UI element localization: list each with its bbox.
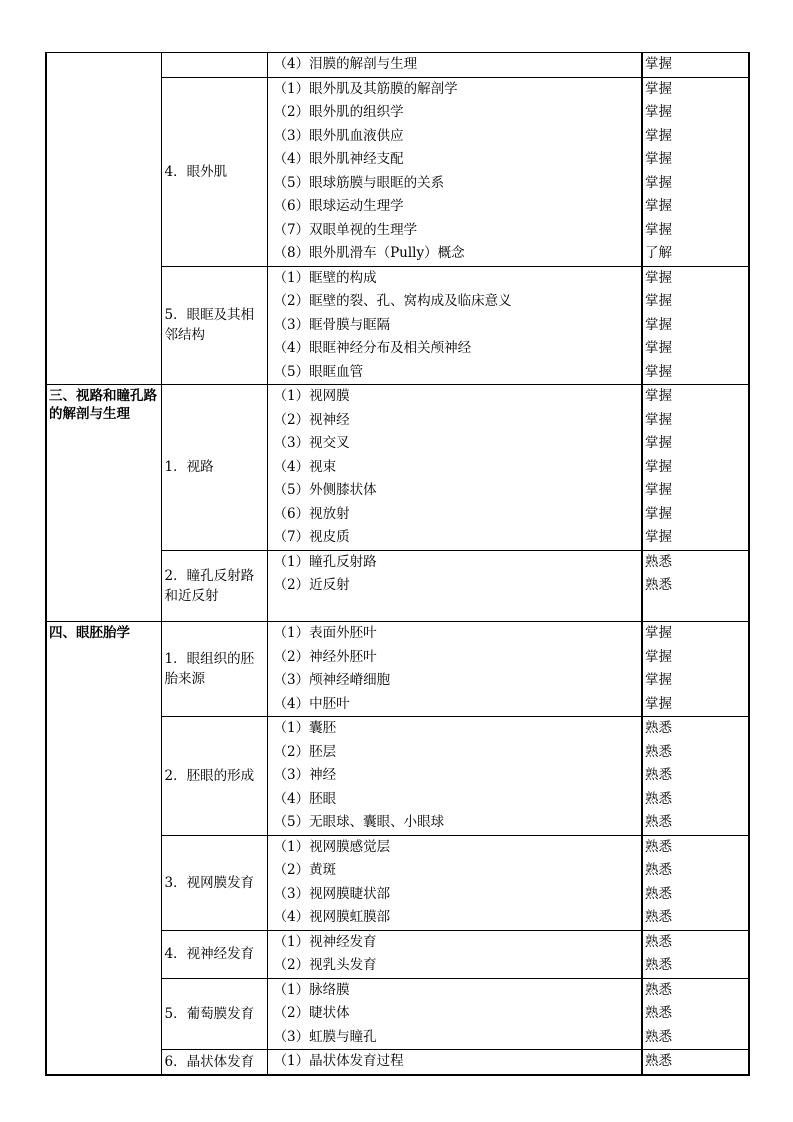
level-item: 掌握 <box>645 293 672 309</box>
subtopic-title: 6．晶状体发育 <box>161 1050 267 1075</box>
content-item: （1）眶壁的构成 <box>273 269 377 286</box>
content-item: （1）脉络膜 <box>273 981 350 998</box>
content-cell <box>267 835 642 930</box>
level-item: 掌握 <box>645 269 672 286</box>
level-cell <box>642 266 749 385</box>
content-item: （1）囊胚 <box>273 720 337 736</box>
content-cell <box>267 978 642 1050</box>
content-item: （1）晶状体发育过程 <box>273 1053 404 1069</box>
content-item: （4）眼外肌神经支配 <box>273 151 404 167</box>
table-row <box>46 385 749 551</box>
content-item: （7）视皮质 <box>273 529 350 545</box>
level-item: 了解 <box>645 245 672 261</box>
content-item: （4）胚眼 <box>273 790 337 807</box>
table-row <box>46 53 749 78</box>
level-item: 掌握 <box>645 435 672 451</box>
content-item: （4）视束 <box>273 458 337 475</box>
content-cell <box>267 385 642 551</box>
level-item: 熟悉 <box>645 767 672 783</box>
level-item: 熟悉 <box>645 720 672 736</box>
level-item: 掌握 <box>645 695 672 712</box>
content-item: （2）眼外肌的组织学 <box>273 104 404 120</box>
level-item: 掌握 <box>645 648 672 665</box>
table-row <box>46 622 749 717</box>
level-cell <box>642 978 749 1050</box>
content-cell <box>267 53 642 78</box>
level-cell <box>642 835 749 930</box>
subtopic-title: 1．眼组织的胚胎来源 <box>161 622 267 717</box>
level-item: 熟悉 <box>645 553 672 570</box>
level-item: 掌握 <box>645 388 672 404</box>
subtopic-title: 2．瞳孔反射路和近反射 <box>161 550 267 622</box>
level-item: 熟悉 <box>645 862 672 878</box>
level-item: 掌握 <box>645 529 672 545</box>
content-item: （2）胚层 <box>273 743 337 760</box>
content-cell <box>267 550 642 622</box>
content-item: （1）瞳孔反射路 <box>273 553 377 570</box>
content-cell <box>267 77 642 266</box>
subtopic-title: 5．葡萄膜发育 <box>161 978 267 1050</box>
subtopic-title: 4．视神经发育 <box>161 930 267 978</box>
content-item: （1）表面外胚叶 <box>273 625 377 641</box>
content-item: （3）视网膜睫状部 <box>273 885 391 902</box>
content-item: （3）眶骨膜与眶隔 <box>273 316 391 333</box>
content-item: （3）颅神经嵴细胞 <box>273 672 391 688</box>
content-item: （1）眼外肌及其筋膜的解剖学 <box>273 80 458 97</box>
level-item: 熟悉 <box>645 957 672 973</box>
content-cell <box>267 930 642 978</box>
content-item: （3）虹膜与瞳孔 <box>273 1028 377 1045</box>
level-item: 熟悉 <box>645 885 672 902</box>
content-item: （7）双眼单视的生理学 <box>273 221 418 238</box>
level-item: 掌握 <box>645 363 672 380</box>
content-item: （3）神经 <box>273 767 337 783</box>
level-cell <box>642 717 749 836</box>
syllabus-table <box>45 52 750 1076</box>
content-cell <box>267 622 642 717</box>
content-cell <box>267 717 642 836</box>
subtopic-title: 1．视路 <box>161 385 267 551</box>
content-item: （6）视放射 <box>273 505 350 522</box>
level-cell <box>642 622 749 717</box>
level-item: 掌握 <box>645 80 672 97</box>
level-item: 熟悉 <box>645 909 672 925</box>
subtopic-title: 4．眼外肌 <box>161 77 267 266</box>
content-item: （1）视神经发育 <box>273 933 377 950</box>
content-item: （4）中胚叶 <box>273 695 350 712</box>
content-item: （3）眼外肌血液供应 <box>273 127 404 144</box>
subtopic-title <box>161 53 267 78</box>
level-cell <box>642 77 749 266</box>
level-item: 掌握 <box>645 411 672 428</box>
content-item: （4）眼眶神经分布及相关颅神经 <box>273 340 472 356</box>
content-item: （4）视网膜虹膜部 <box>273 909 391 925</box>
content-cell <box>267 1050 642 1075</box>
level-item: 掌握 <box>645 672 672 688</box>
section-block <box>46 385 749 622</box>
content-item: （3）视交叉 <box>273 435 350 451</box>
section-block <box>46 53 749 385</box>
content-item: （2）近反射 <box>273 577 350 593</box>
subtopic-title: 5．眼眶及其相邻结构 <box>161 266 267 385</box>
content-item: （1）视网膜 <box>273 388 350 404</box>
level-item: 熟悉 <box>645 838 672 855</box>
section-block <box>46 622 749 1075</box>
content-item: （2）黄斑 <box>273 862 337 878</box>
level-item: 掌握 <box>645 174 672 191</box>
content-item: （6）眼球运动生理学 <box>273 198 404 214</box>
level-item: 掌握 <box>645 198 672 214</box>
level-item: 掌握 <box>645 56 672 72</box>
level-item: 熟悉 <box>645 933 672 950</box>
level-item: 熟悉 <box>645 790 672 807</box>
content-item: （8）眼外肌滑车（Pully）概念 <box>273 245 465 261</box>
level-item: 熟悉 <box>645 743 672 760</box>
level-item <box>645 598 748 622</box>
content-item: （2）睫状体 <box>273 1005 350 1021</box>
level-item: 熟悉 <box>645 814 672 830</box>
level-item: 掌握 <box>645 625 672 641</box>
section-title: 四、眼胚胎学 <box>46 622 161 1075</box>
level-item: 熟悉 <box>645 1028 672 1045</box>
content-item: （2）神经外胚叶 <box>273 648 377 665</box>
level-item: 掌握 <box>645 221 672 238</box>
level-item: 掌握 <box>645 151 672 167</box>
level-item: 掌握 <box>645 458 672 475</box>
level-item: 熟悉 <box>645 1053 672 1069</box>
level-cell <box>642 930 749 978</box>
level-item: 掌握 <box>645 340 672 356</box>
content-item: （2）视乳头发育 <box>273 957 377 973</box>
level-item: 掌握 <box>645 482 672 498</box>
content-item: （4）泪膜的解剖与生理 <box>273 56 418 72</box>
content-item: （2）视神经 <box>273 411 350 428</box>
subtopic-title: 2．胚眼的形成 <box>161 717 267 836</box>
level-item: 掌握 <box>645 316 672 333</box>
content-item: （5）无眼球、囊眼、小眼球 <box>273 814 445 830</box>
subtopic-title: 3．视网膜发育 <box>161 835 267 930</box>
level-item: 熟悉 <box>645 1005 672 1021</box>
section-title: 三、视路和瞳孔路的解剖与生理 <box>46 385 161 622</box>
level-cell <box>642 550 749 622</box>
content-item <box>274 598 642 622</box>
level-cell <box>642 385 749 551</box>
content-item: （5）眼球筋膜与眼眶的关系 <box>273 174 445 191</box>
level-item: 掌握 <box>645 127 672 144</box>
level-cell <box>642 1050 749 1075</box>
content-item: （2）眶壁的裂、孔、窝构成及临床意义 <box>273 293 512 309</box>
section-title <box>46 53 161 385</box>
level-item: 熟悉 <box>645 981 672 998</box>
content-cell <box>267 266 642 385</box>
level-item: 熟悉 <box>645 577 672 593</box>
content-item: （1）视网膜感觉层 <box>273 838 391 855</box>
level-item: 掌握 <box>645 104 672 120</box>
content-item: （5）眼眶血管 <box>273 363 364 380</box>
content-item: （5）外侧膝状体 <box>273 482 377 498</box>
level-cell <box>642 53 749 78</box>
level-item: 掌握 <box>645 505 672 522</box>
